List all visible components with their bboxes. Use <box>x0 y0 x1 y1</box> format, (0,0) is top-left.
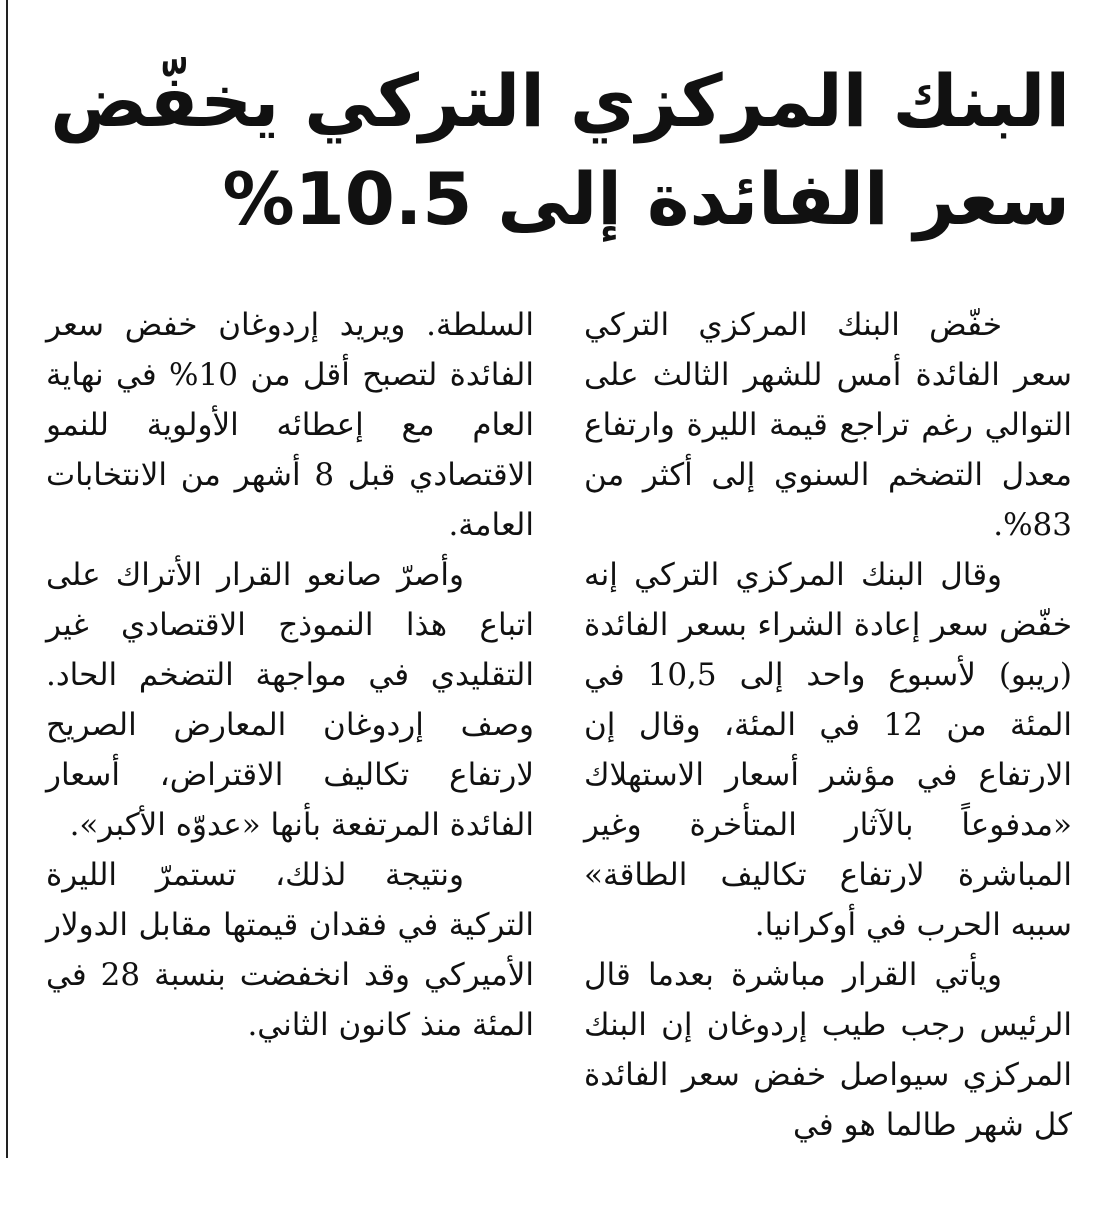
paragraph: خفّض البنك المركزي التركي سعر الفائدة أمس للشهر الثالث على التوالي رغم تراجع قيمة الليرة وارتفاع معدل التضخم السنوي إلى أكثر من 83%. <box>584 307 1072 543</box>
article-column-right <box>584 300 1072 1150</box>
paragraph: وقال البنك المركزي التركي إنه خفّض سعر إعادة الشراء بسعر الفائدة (ريبو) لأسبوع واحد إلى 10,5 في المئة من 12 في المئة، وقال إن الارتفاع في مؤشر أسعار الاستهلاك «مدفوعاً بالآثار المتأخرة وغير المباشرة لارتفاع تكاليف الطاقة» سببه الحرب في أوكرانيا. <box>584 557 1073 943</box>
headline-line-1: البنك المركزي التركي يخفّض <box>50 59 1070 143</box>
headline <box>40 52 1070 248</box>
paragraph: ويأتي القرار مباشرة بعدما قال الرئيس رجب طيب إردوغان إن البنك المركزي سيواصل خفض سعر الفائدة كل شهر طالما هو في <box>584 957 1072 1143</box>
paragraph: وأصرّ صانعو القرار الأتراك على اتباع هذا النموذج الاقتصادي غير التقليدي في مواجهة التضخم الحاد. وصف إردوغان المعارض الصريح لارتفاع تكاليف الاقتراض، أسعار الفائدة المرتفعة بأنها «عدوّه الأكبر». <box>46 557 534 843</box>
paragraph: السلطة. ويريد إردوغان خفض سعر الفائدة لتصبح أقل من 10% في نهاية العام مع إعطائه الأولوية للنمو الاقتصادي قبل 8 أشهر من الانتخابات العامة. <box>46 307 534 543</box>
column-rule <box>6 0 8 1158</box>
article-column-left <box>46 300 534 1050</box>
paragraph: ونتيجة لذلك، تستمرّ الليرة التركية في فقدان قيمتها مقابل الدولار الأميركي وقد انخفضت بنسبة 28 في المئة منذ كانون الثاني. <box>46 857 534 1043</box>
headline-line-2: سعر الفائدة إلى 10.5% <box>222 157 1070 241</box>
